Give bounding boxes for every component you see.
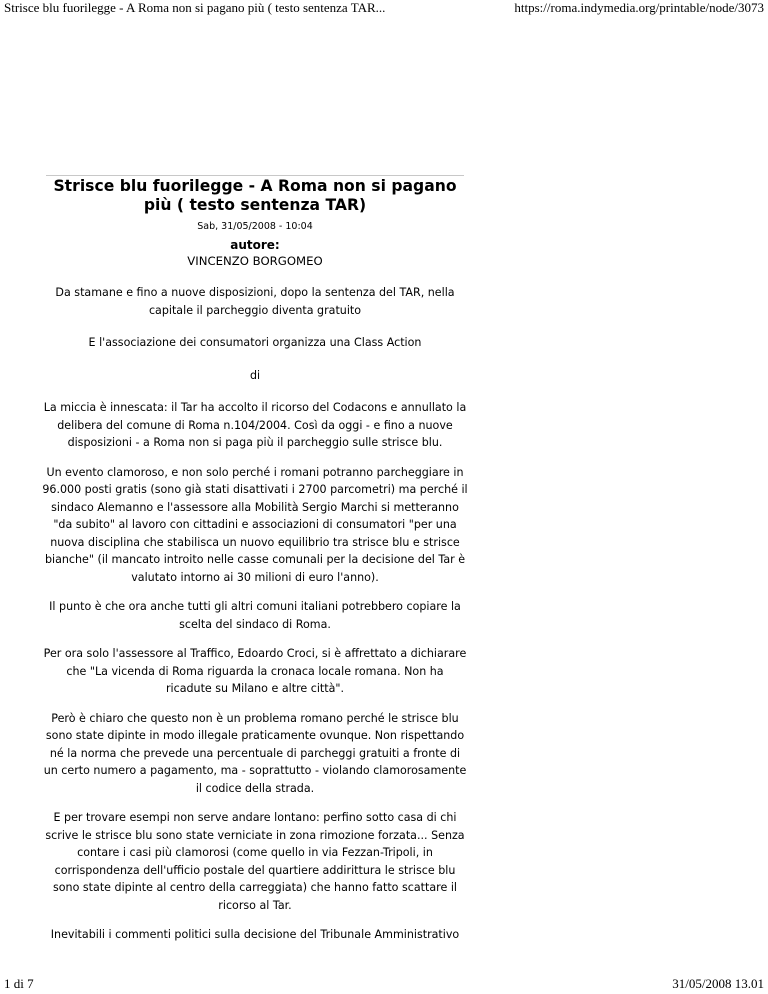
- article-paragraph: Il punto è che ora anche tutti gli altri comuni italiani potrebbero copiare la scelta del sindaco di Roma.: [49, 600, 461, 631]
- article-paragraph: La miccia è innescata: il Tar ha accolto il ricorso del Codacons e annullato la delibera del comune di Roma n.104/2004. Così da oggi - e fino a nuove disposizioni - a Roma non si paga più il parcheggio sulle strisce blu.: [43, 401, 467, 449]
- article-paragraph: E per trovare esempi non serve andare lontano: perfino sotto casa di chi scrive le strisce blu sono state verniciate in zona rimozione forzata... Senza contare i casi più clamorosi (come quello in via Fezzan-Tripoli, in corrispondenza dell'ufficio postale del quartiere addirittura le strisce blu sono state dipinte al centro della carreggiata) che hanno fatto scattare il ricorso al Tar.: [45, 811, 465, 912]
- author-label: autore:: [230, 238, 280, 252]
- article: [42, 175, 468, 944]
- print-datetime: 31/05/2008 13.01: [672, 976, 764, 991]
- author-name: VINCENZO BORGOMEO: [187, 254, 323, 268]
- article-paragraph: Un evento clamoroso, e non solo perché i romani potranno parcheggiare in 96.000 posti gratis (sono già stati disattivati i 2700 parcometri) ma perché il sindaco Alemanno e l'assessore alla Mobilità Sergio Marchi si metteranno "da subito" al lavoro con cittadini e associazioni di consumatori "per una nuova disciplina che stabilisca un nuovo equilibrio tra strisce blu e strisce bianche" (il mancato introito nelle casse comunali per la decisione del Tar è valutato intorno ai 30 milioni di euro l'anno).: [42, 465, 468, 584]
- article-paragraph: Per ora solo l'assessore al Traffico, Edoardo Croci, si è affrettato a dichiarare che "La vicenda di Roma riguarda la cronaca locale romana. Non ha ricadute su Milano e altre città".: [43, 647, 467, 695]
- article-paragraph: Inevitabili i commenti politici sulla decisione del Tribunale Amministrativo: [50, 928, 460, 941]
- article-paragraph: E l'associazione dei consumatori organizza una Class Action: [88, 336, 422, 349]
- print-header-title: Strisce blu fuorilegge - A Roma non si pagano più ( testo sentenza TAR...: [4, 0, 386, 15]
- page-number: 1 di 7: [4, 976, 34, 991]
- article-paragraph: Da stamane e fino a nuove disposizioni, dopo la sentenza del TAR, nella capitale il parcheggio diventa gratuito: [55, 286, 455, 317]
- article-title: Strisce blu fuorilegge - A Roma non si pagano più ( testo sentenza TAR): [46, 175, 464, 215]
- article-paragraph: Però è chiaro che questo non è un problema romano perché le strisce blu sono state dipinte in modo illegale praticamente ovunque. Non rispettando né la norma che prevede una percentuale di parcheggi gratuiti a fronte di un certo numero a pagamento, ma - soprattutto - violando clamorosamente il codice della strada.: [43, 711, 467, 795]
- article-date: Sab, 31/05/2008 - 10:04: [197, 221, 313, 232]
- print-header-url: https://roma.indymedia.org/printable/node/3073: [514, 0, 764, 15]
- article-paragraph: di: [249, 368, 261, 382]
